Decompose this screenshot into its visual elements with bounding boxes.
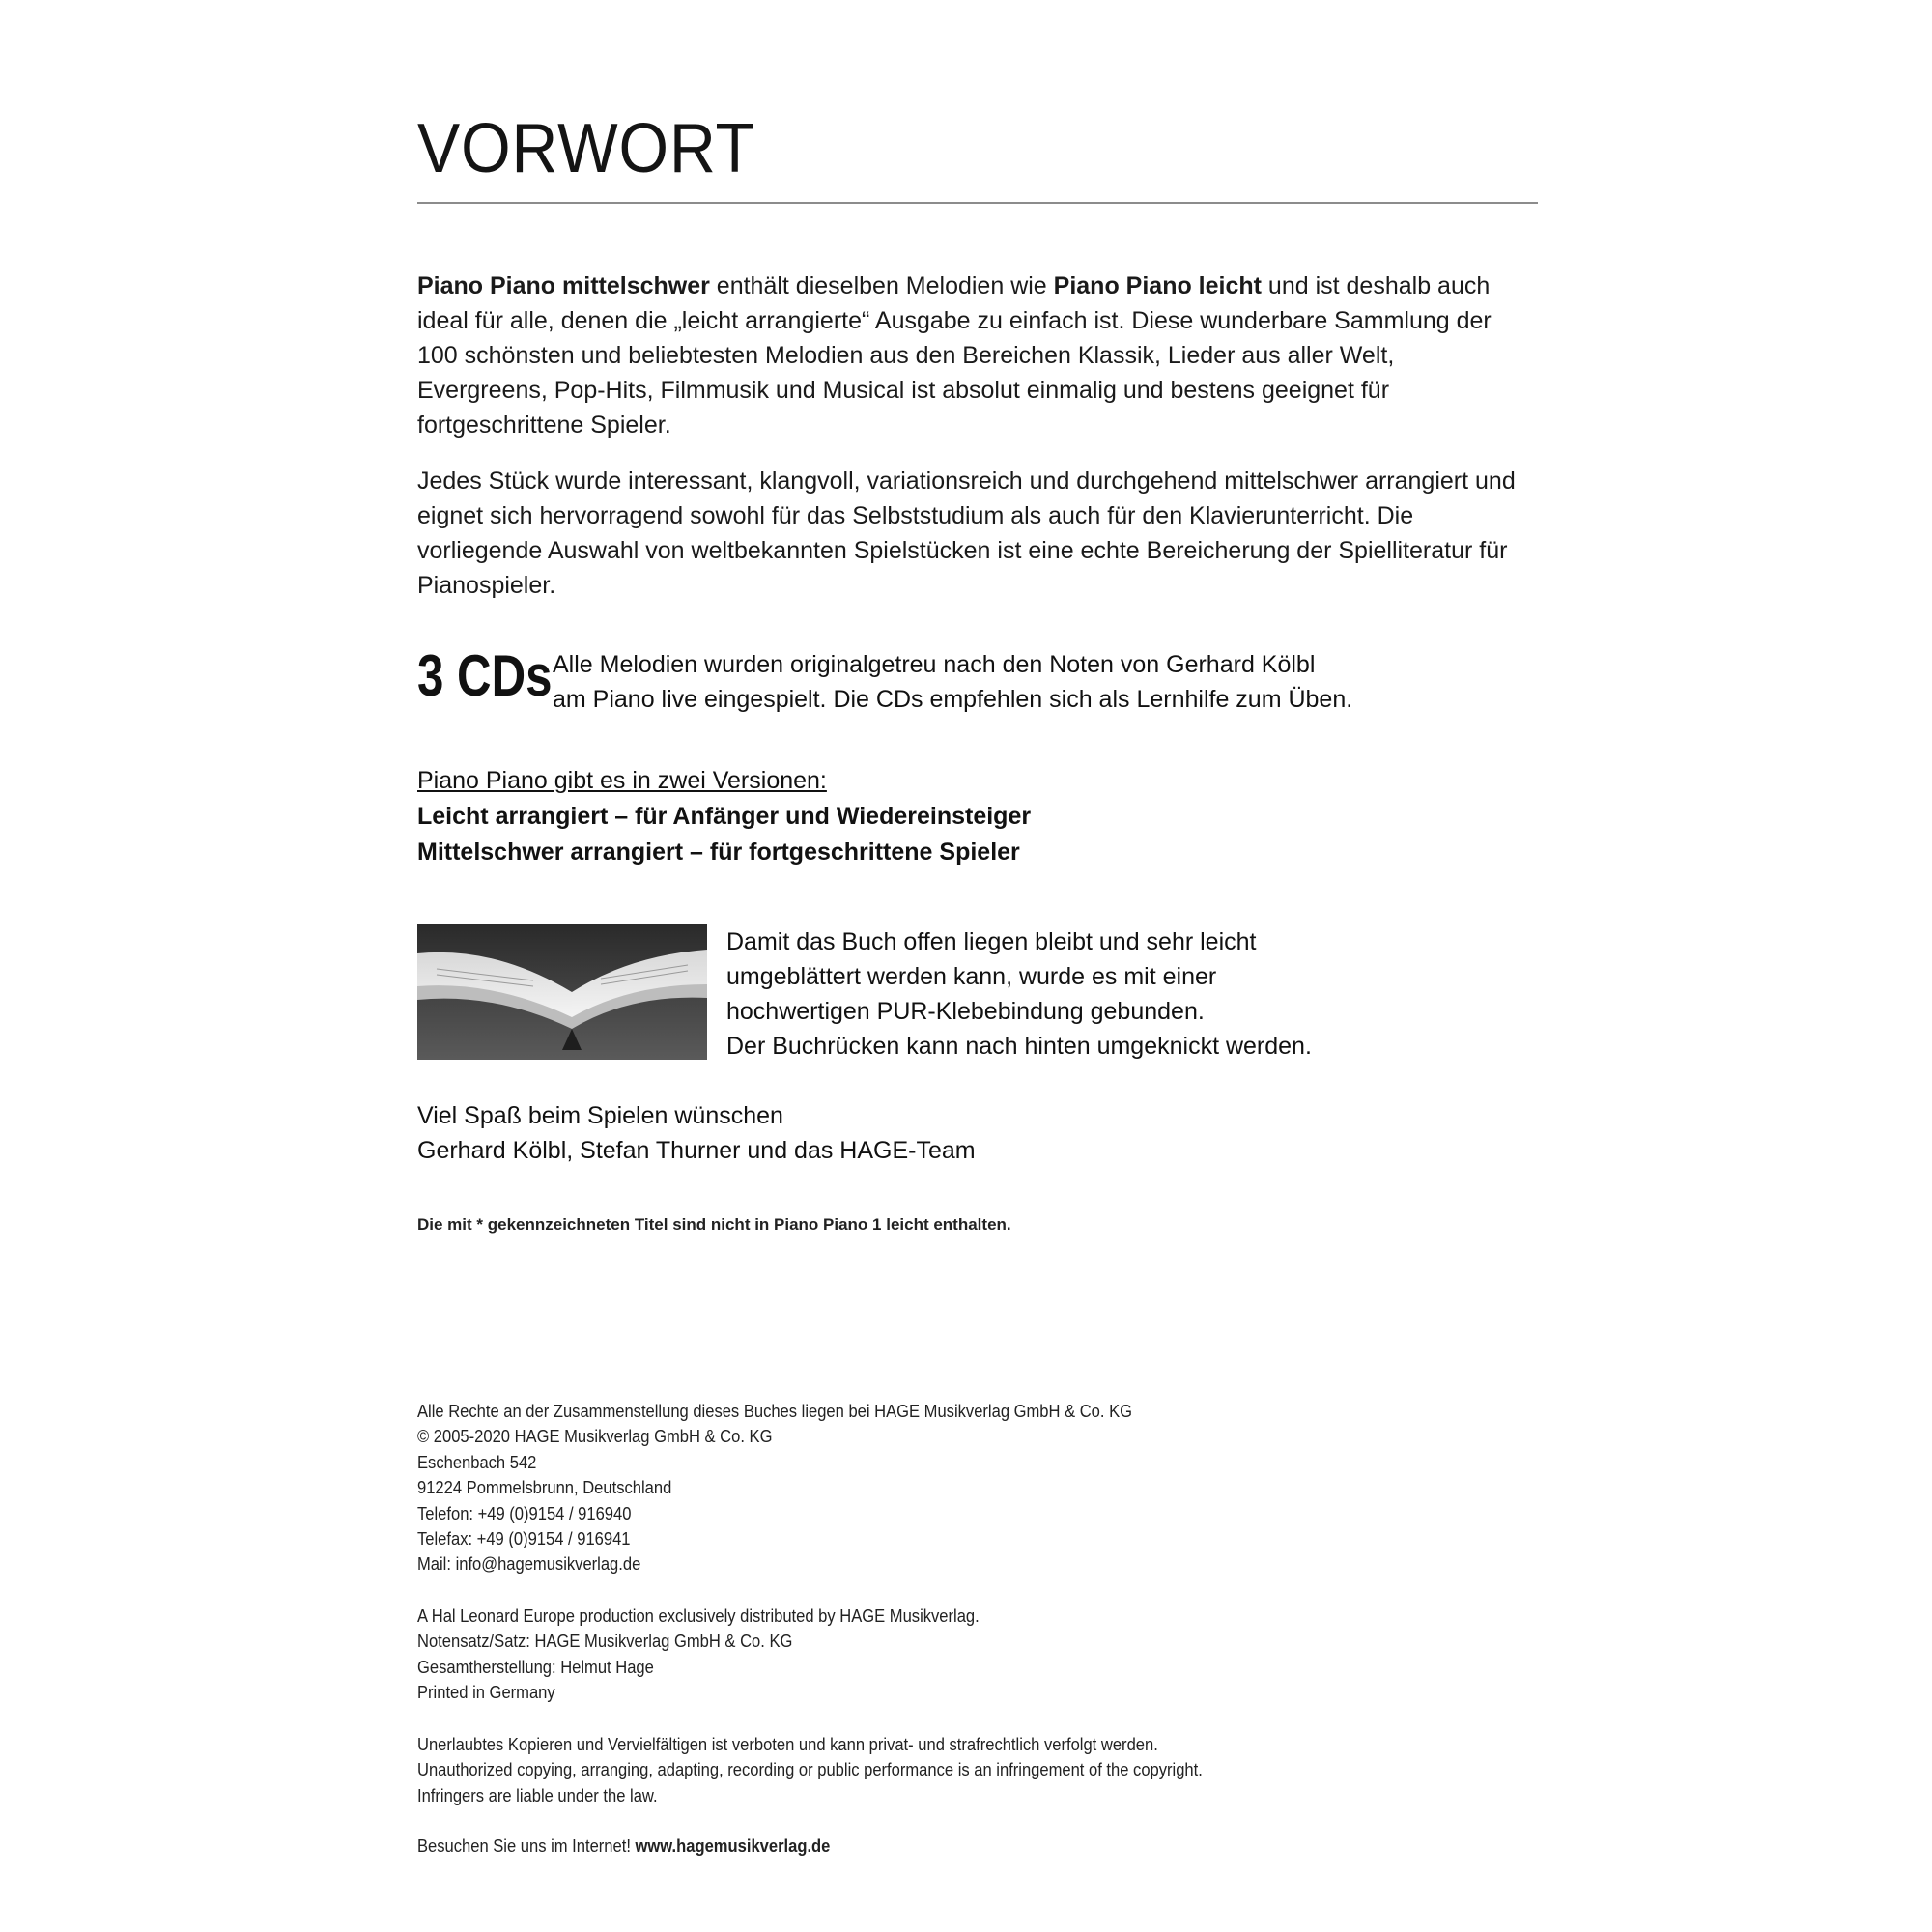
- imprint-line: Mail: info@hagemusikverlag.de: [417, 1554, 641, 1575]
- imprint-line: Telefax: +49 (0)9154 / 916941: [417, 1529, 631, 1549]
- versions-intro: Piano Piano gibt es in zwei Versionen:: [417, 767, 827, 794]
- imprint-line: Eschenbach 542: [417, 1452, 537, 1472]
- imprint-line: Unauthorized copying, arranging, adapting, recording or public performance is an infringement of the copyright.: [417, 1760, 1203, 1780]
- intro-paragraph: [417, 269, 1519, 442]
- binding-line: umgeblättert werden kann, wurde es mit einer: [726, 963, 1217, 990]
- title-divider: [417, 202, 1538, 204]
- binding-line: Der Buchrücken kann nach hinten umgeknickt werden.: [726, 1033, 1312, 1060]
- imprint-line: 91224 Pommelsbrunn, Deutschland: [417, 1478, 672, 1498]
- version-intermediate: Mittelschwer arrangiert – für fortgeschrittene Spieler: [417, 838, 1020, 866]
- binding-line: Damit das Buch offen liegen bleibt und sehr leicht: [726, 928, 1257, 955]
- imprint-line: Gesamtherstellung: Helmut Hage: [417, 1657, 654, 1677]
- imprint-line: Unerlaubtes Kopieren und Vervielfältigen ist verboten und kann privat- und strafrechtlich verfolgt werden.: [417, 1735, 1158, 1754]
- arrangement-paragraph: Jedes Stück wurde interessant, klangvoll, variationsreich und durchgehend mittelschwer arrangiert und eignet sich hervorragend sowohl für das Selbststudium als auch für den Klavierunterricht. Die vorliegende Auswahl von weltbekannten Spielstücken ist eine echte Bereicherung der Spielliteratur für Pianospieler.: [417, 468, 1516, 599]
- binding-line: hochwertigen PUR-Klebebindung gebunden.: [726, 998, 1205, 1025]
- imprint-copyright-warning: [417, 1732, 1439, 1808]
- imprint-rights: [417, 1399, 1439, 1577]
- imprint-line: Telefon: +49 (0)9154 / 916940: [417, 1503, 632, 1523]
- imprint-line: Notensatz/Satz: HAGE Musikverlag GmbH & Co. KG: [417, 1632, 793, 1652]
- cds-label: 3 CDs: [417, 643, 553, 708]
- closing-greeting: [417, 1098, 976, 1168]
- cds-line: am Piano live eingespielt. Die CDs empfehlen sich als Lernhilfe zum Üben.: [553, 686, 1353, 713]
- page-title: VORWORT: [417, 110, 755, 187]
- versions-block: [417, 763, 1031, 870]
- binding-description: [726, 924, 1499, 1064]
- open-book-illustration: [417, 924, 707, 1060]
- intro-bold-title: Piano Piano mittelschwer: [417, 272, 710, 299]
- imprint-line: Printed in Germany: [417, 1683, 555, 1703]
- footnote: Die mit * gekennzeichneten Titel sind nicht in Piano Piano 1 leicht enthalten.: [417, 1215, 1011, 1234]
- open-book-photo: [417, 924, 707, 1060]
- cds-description: [553, 647, 1422, 717]
- imprint-line: Alle Rechte an der Zusammenstellung dieses Buches liegen bei HAGE Musikverlag GmbH & Co. KG: [417, 1402, 1133, 1421]
- intro-text-1: enthält dieselben Melodien wie: [709, 272, 1054, 299]
- version-easy: Leicht arrangiert – für Anfänger und Wiedereinsteiger: [417, 803, 1032, 830]
- imprint-website: [417, 1833, 1439, 1859]
- imprint-line: A Hal Leonard Europe production exclusively distributed by HAGE Musikverlag.: [417, 1606, 980, 1626]
- website-link[interactable]: www.hagemusikverlag.de: [635, 1836, 831, 1856]
- visit-text: Besuchen Sie uns im Internet!: [417, 1836, 636, 1856]
- imprint-production: [417, 1604, 1439, 1706]
- imprint-line: © 2005-2020 HAGE Musikverlag GmbH & Co. KG: [417, 1427, 773, 1447]
- intro-bold-easy: Piano Piano leicht: [1053, 272, 1262, 299]
- cds-line: Alle Melodien wurden originalgetreu nach den Noten von Gerhard Kölbl: [553, 651, 1316, 678]
- imprint-line: [417, 1833, 1439, 1859]
- signature-line: Gerhard Kölbl, Stefan Thurner und das HAGE-Team: [417, 1137, 976, 1164]
- greeting-line: Viel Spaß beim Spielen wünschen: [417, 1102, 783, 1129]
- imprint-line: Infringers are liable under the law.: [417, 1785, 658, 1805]
- intro-text-2: und ist deshalb auch ideal für alle, denen die „leicht arrangierte“ Ausgabe zu einfach ist. Diese wunderbare Sammlung der 100 schönsten und beliebtesten Melodien aus den Bereichen Klassik, Lieder aus aller Welt, Evergreens, Pop-Hits, Filmmusik und Musical ist absolut einmalig und bestens geeignet für fortgeschrittene Spieler.: [417, 272, 1492, 439]
